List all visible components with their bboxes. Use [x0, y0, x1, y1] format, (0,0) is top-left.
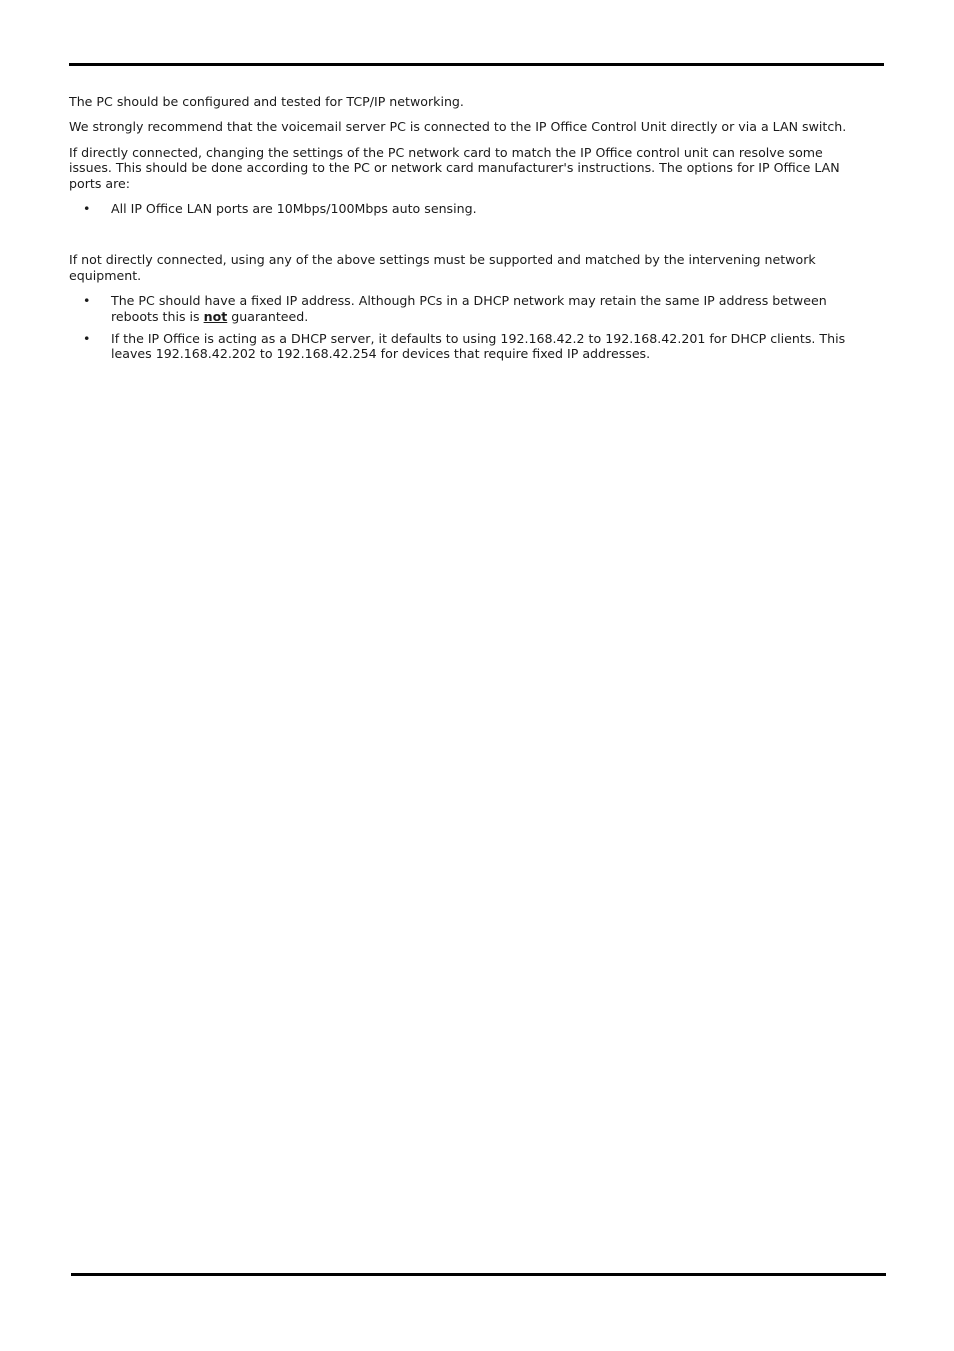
list-item [69, 293, 869, 324]
header-rule [69, 63, 884, 66]
ip-address-notes-list [69, 293, 869, 362]
paragraph-indirect-connection: If not directly connected, using any of the above settings must be supported and matched by the intervening network equipment. [69, 252, 816, 283]
bullet-icon: • [83, 331, 91, 347]
page-content [69, 94, 869, 369]
paragraph-recommendation: We strongly recommend that the voicemail server PC is connected to the IP Office Control Unit directly or via a LAN switch. [69, 119, 847, 135]
bullet-icon: • [83, 201, 91, 217]
list-item-text-pre: The PC should have a fixed IP address. Although PCs in a DHCP network may retain the same IP address between reboots this is [111, 293, 827, 324]
list-item-text-post: guaranteed. [227, 308, 309, 324]
paragraph-tcpip: The PC should be configured and tested for TCP/IP networking. [69, 94, 464, 109]
list-item [69, 201, 869, 216]
emphasis-not: not [203, 308, 228, 324]
list-item [69, 331, 869, 362]
lan-port-options-list [69, 201, 869, 216]
list-item-text: If the IP Office is acting as a DHCP server, it defaults to using 192.168.42.2 to 192.168.42.201 for DHCP clients. This leaves 192.168.42.202 to 192.168.42.254 for devices that require fixed IP addresses. [111, 331, 846, 362]
list-item-text: All IP Office LAN ports are 10Mbps/100Mbps auto sensing. [111, 201, 477, 217]
paragraph-direct-connection: If directly connected, changing the settings of the PC network card to match the IP Office control unit can resolve some issues. This should be done according to the PC or network card manufacturer's instructions. The options for IP Office LAN ports are: [69, 144, 840, 191]
footer-rule [71, 1273, 886, 1276]
bullet-icon: • [83, 293, 91, 309]
